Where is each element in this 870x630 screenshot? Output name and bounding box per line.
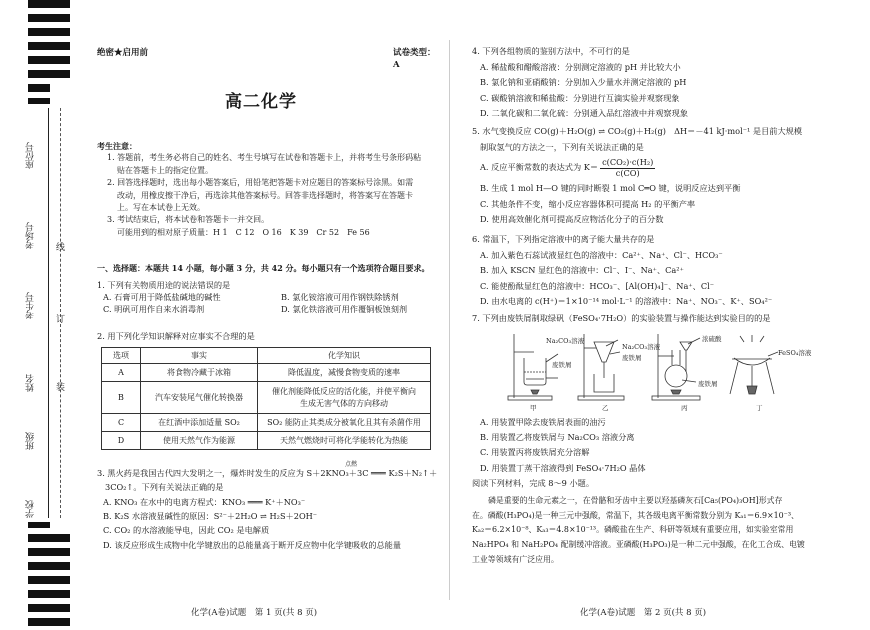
q5-stem-cont: 制取氢气的方法之一，下列有关说法正确的是: [480, 141, 644, 152]
notice-line: 2. 回答选择题时，选出每小题答案后，用铅笔把答题卡对应题目的答案标号涂黑。如需: [107, 178, 414, 188]
apparatus-ding: [730, 335, 778, 394]
fig-label: 浓硫酸: [702, 335, 722, 343]
fig-label: Na₂CO₃溶液: [622, 343, 661, 351]
q1-option-b: B. 氯化铵溶液可用作钢铁除锈剂: [281, 291, 399, 302]
table-header: 化学知识: [258, 347, 431, 364]
q3-stem-cont: 3CO₂↑。下列有关说法正确的是: [105, 482, 224, 493]
notice-line: 改动，用橡皮擦干净后，再选涂其他答案标号。回答非选择题时，将答案写在答题卡: [117, 190, 413, 200]
table-row: [102, 364, 431, 382]
page-title: 高二化学: [225, 92, 297, 112]
notice-line: 上。写在本试卷上无效。: [117, 202, 205, 212]
reaction-condition: 点燃: [345, 461, 358, 468]
strip-bar: [28, 0, 70, 8]
strip-bar: [28, 42, 70, 50]
seal-word-xian: 线: [56, 243, 66, 253]
paper-type: 试卷类型：A: [393, 48, 436, 71]
strip-bar: [28, 14, 70, 22]
q3-option-c: C. CO₂ 的水溶液能导电，因此 CO₂ 是电解质: [103, 525, 270, 536]
fig-caption-ding: 丁: [756, 404, 763, 412]
fig-caption-yi: 乙: [602, 404, 609, 412]
q7-option-b: B. 用装置乙将废铁屑与 Na₂CO₃ 溶液分离: [480, 432, 635, 443]
strip-bar: [28, 84, 50, 92]
table-row: [102, 432, 431, 450]
q6-option-d: D. 由水电离的 c(H⁺)＝1×10⁻¹⁴ mol·L⁻¹ 的溶液中：Na⁺、NO₃⁻、K⁺、SO₄²⁻: [480, 296, 773, 307]
table-header: 事实: [141, 347, 258, 364]
apparatus-yi: [578, 334, 624, 400]
table-cell: 降低温度，减慢食物变质的速率: [258, 364, 431, 382]
table-row: [102, 382, 431, 414]
q5-option-b: B. 生成 1 mol H—O 键的同时断裂 1 mol C═O 键，说明反应达到平衡: [480, 183, 741, 194]
notice-heading: 考生注意：: [97, 141, 137, 151]
table-cell: 使用天然气作为能源: [141, 432, 258, 450]
question-1: [97, 280, 442, 316]
footer-page-2: 化学(A卷)试题 第 2 页(共 8 页): [580, 608, 707, 618]
column-divider: [449, 40, 450, 600]
secret-label: 绝密★启用前: [97, 48, 149, 58]
question-7-stem: 7. 下列由废铁屑制取绿矾（FeSO₄·7H₂O）的实验装置与操作能达到实验目的的是: [472, 313, 771, 323]
section-heading: 一、选择题：本题共 14 小题，每小题 3 分，共 42 分。每小题只有一个选项符合题目要求。: [97, 263, 430, 273]
reading-line: 工业等领域有广泛应用。: [472, 554, 559, 564]
reading-line: 在。磷酸(H₃PO₄)是一种三元中强酸，常温下，其各级电离平衡常数分别为 Kₐ₁＝6.9×10⁻³、: [472, 510, 799, 520]
q1-option-d: D. 氯化铁溶液可用作覆铜板蚀刻剂: [281, 303, 408, 314]
fraction-denominator: c(CO): [615, 167, 640, 178]
q1-option-a: A. 石膏可用于降低盐碱地的碱性: [103, 291, 221, 302]
q5-stem: 5. 水气变换反应 CO(g)＋H₂O(g) ⇌ CO₂(g)＋H₂(g) ΔH＝－41 kJ·mol⁻¹ 是目前大规模: [472, 126, 803, 136]
notice-line: 贴在答题卡上的指定位置。: [117, 165, 213, 175]
q1-stem: 1. 下列有关物质用途的说法错误的是: [97, 280, 231, 290]
fraction-numerator: c(CO₂)·c(H₂): [602, 156, 654, 167]
fraction: [600, 158, 655, 179]
field-name: 姓名: [26, 374, 36, 392]
strip-bar: [28, 56, 70, 64]
field-class: 班级: [26, 432, 36, 450]
q5-option-a: [472, 155, 864, 181]
atomic-masses: 可能用到的相对原子质量：H 1 C 12 O 16 K 39 Cr 52 Fe 56: [117, 227, 370, 237]
q3-option-d: D. 该反应形成生成物中化学键放出的总能量高于断开反应物中化学键吸收的总能量: [103, 539, 402, 550]
fig-label: 废铁屑: [622, 354, 642, 362]
q5-option-d: D. 使用高效催化剂可提高反应物活化分子的百分数: [480, 214, 664, 225]
q7-option-c: C. 用装置丙将废铁屑充分溶解: [480, 447, 590, 458]
table-cell: 催化剂能降低反应的活化能，并使平衡向生成无害气体的方向移动: [258, 382, 431, 414]
table-cell: B: [102, 382, 141, 414]
facts-table: [101, 347, 431, 451]
strip-bar: [28, 590, 70, 598]
reading-material: [472, 494, 864, 567]
binding-strip: [0, 0, 90, 630]
strip-bar: [28, 522, 50, 528]
q3-option-a: A. KNO₃ 在水中的电离方程式：KNO₃ ═══ K⁺＋NO₃⁻: [103, 496, 306, 507]
field-examno: 考生号: [26, 292, 36, 319]
strip-bar: [28, 98, 50, 104]
q4-option-a: A. 稀盐酸和醋酸溶液：分别测定溶液的 pH 并比较大小: [480, 61, 681, 72]
table-row: [102, 414, 431, 432]
fig-caption-jia: 甲: [530, 404, 537, 412]
table-cell: D: [102, 432, 141, 450]
strip-bar: [28, 70, 70, 78]
fig-label: Na₂CO₃溶液: [546, 337, 585, 345]
q1-option-c: C. 明矾可用作自来水消毒剂: [103, 303, 205, 314]
strip-bar: [28, 562, 70, 570]
q5-option-c: C. 其他条件不变，缩小反应容器体积可提高 H₂ 的平衡产率: [480, 198, 696, 209]
field-seat: 座位号: [26, 142, 36, 169]
question-3: [97, 461, 442, 552]
notice-block: [97, 140, 442, 239]
strip-line: [48, 108, 49, 518]
q6-stem: 6. 常温下，下列指定溶液中的离子能大量共存的是: [472, 234, 655, 244]
fig-label: FeSO₄溶液: [778, 349, 812, 357]
question-6: [472, 232, 864, 310]
seal-word-zhuang: 装: [56, 383, 66, 393]
strip-bar: [28, 618, 70, 626]
q4-option-c: C. 碳酸钠溶液和稀盐酸：分别进行互滴实验并观察现象: [480, 92, 680, 103]
strip-bar: [28, 28, 70, 36]
question-7-options: [472, 415, 864, 491]
fig-label: 废铁屑: [698, 380, 718, 388]
footer-page-1: 化学(A卷)试题 第 1 页(共 8 页): [191, 608, 318, 618]
q4-option-d: D. 二氧化碳和二氧化硫：分别通入品红溶液中并观察现象: [480, 108, 688, 119]
seal-word-ding: 订: [56, 315, 66, 325]
q6-option-a: A. 加入紫色石蕊试液显红色的溶液中：Ca²⁺、Na⁺、Cl⁻、HCO₃⁻: [480, 249, 723, 260]
q4-option-b: B. 氯化钠和亚硝酸钠：分别加入少量水并测定溶液的 pH: [480, 77, 687, 88]
q3-stem: 3. 黑火药是我国古代四大发明之一，爆炸时发生的反应为 S＋2KNO₃＋3C ═══ K₂S＋N₂↑＋: [97, 468, 438, 478]
reading-line: 磷是重要的生命元素之一，在骨骼和牙齿中主要以羟基磷灰石[Ca₅(PO₄)₃OH]形式存: [488, 496, 783, 505]
question-5: [472, 124, 864, 228]
table-cell: 在红酒中添加适量 SO₂: [141, 414, 258, 432]
question-2: [97, 331, 442, 450]
notice-line: 1. 答题前，考生务必将自己的姓名、考生号填写在试卷和答题卡上，并将考生号条形码粘: [107, 153, 422, 163]
fig-caption-bing: 丙: [681, 404, 688, 412]
strip-bar: [28, 576, 70, 584]
strip-bar: [28, 604, 70, 612]
table-cell: 将食物冷藏于冰箱: [141, 364, 258, 382]
strip-bar: [28, 534, 70, 542]
table-header: 选项: [102, 347, 141, 364]
strip-bar: [28, 548, 70, 556]
reading-line: Na₂HPO₄ 和 NaH₂PO₄ 配制缓冲溶液。亚磷酸(H₃PO₃)是一种二元中强酸，在化工合成、电镀: [472, 539, 805, 549]
q4-stem: 4. 下列各组物质的鉴别方法中，不可行的是: [472, 46, 630, 56]
q7-option-a: A. 用装置甲除去废铁屑表面的油污: [480, 417, 606, 427]
q2-stem: 2. 用下列化学知识解释对应事实不合理的是: [97, 331, 255, 341]
table-cell: A: [102, 364, 141, 382]
q6-option-b: B. 加入 KSCN 显红色的溶液中：Cl⁻、I⁻、Na⁺、Ca²⁺: [480, 265, 684, 276]
field-school: 学校: [26, 500, 36, 518]
q6-option-c: C. 能使酚酞显红色的溶液中：HCO₃⁻、[Al(OH)₄]⁻、Na⁺、Cl⁻: [480, 280, 715, 291]
notice-line: 3. 考试结束后，将本试卷和答题卡一并交回。: [107, 215, 270, 225]
question-4: [472, 44, 864, 122]
reading-line: Kₐ₂＝6.2×10⁻⁸、Kₐ₃＝4.8×10⁻¹³。磷酸盐在生产、科研等领域有重要应用，如实验室常用: [472, 525, 794, 535]
table-cell: C: [102, 414, 141, 432]
reading-lead: 阅读下列材料，完成 8～9 小题。: [472, 477, 595, 488]
table-cell: 天然气燃烧时可将化学能转化为热能: [258, 432, 431, 450]
field-room: 考场号: [26, 222, 36, 249]
fig-label: 废铁屑: [552, 361, 572, 369]
table-cell: 汽车安装尾气催化转换器: [141, 382, 258, 414]
table-cell: SO₂ 能防止其类成分被氧化且其有杀菌作用: [258, 414, 431, 432]
q7-option-d: D. 用装置丁蒸干溶液得到 FeSO₄·7H₂O 晶体: [480, 462, 646, 473]
q3-option-b: B. K₂S 水溶液显碱性的原因：S²⁻＋2H₂O ⇌ H₂S＋2OH⁻: [103, 511, 318, 522]
q5-option-a-text: A. 反应平衡常数的表达式为 K＝: [480, 162, 599, 173]
